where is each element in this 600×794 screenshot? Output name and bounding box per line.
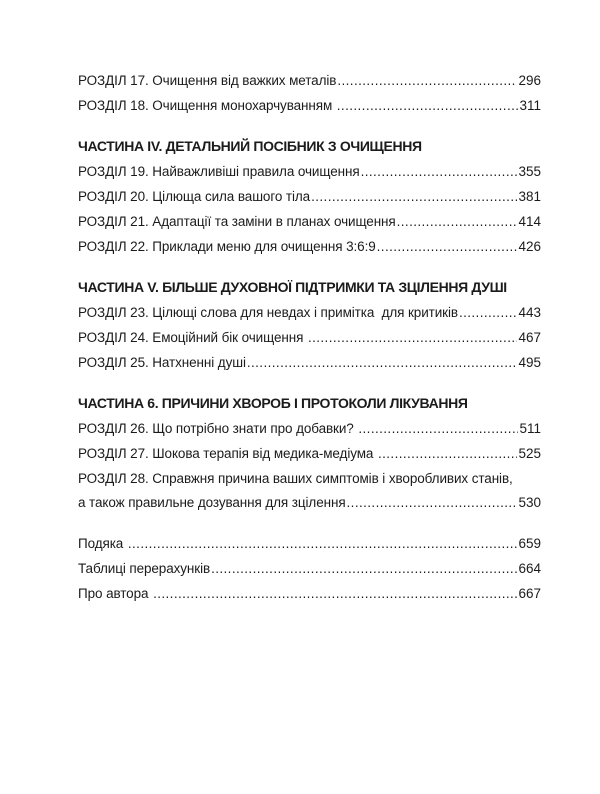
toc-entry-page-number: 667 (518, 586, 541, 601)
toc-entry-page-number: 664 (518, 561, 541, 576)
dot-leader (247, 350, 518, 375)
dot-leader (308, 325, 518, 350)
toc-entry-chapter-27 (78, 441, 541, 466)
toc-entry-chapter-28-line-1 (78, 466, 541, 491)
dot-leader (459, 300, 518, 325)
toc-group-chapters-17-18 (78, 68, 541, 118)
toc-entry-title: РОЗДІЛ 21. Адаптації та заміни в планах очищення (78, 214, 396, 229)
dot-leader (378, 441, 518, 466)
toc-entry-page-number: 525 (518, 446, 541, 461)
toc-entry-page-number: 311 (519, 98, 541, 113)
toc-entry-title: РОЗДІЛ 19. Найважливіші правила очищення (78, 164, 360, 179)
toc-entry-chapter-20 (78, 184, 541, 209)
toc-entry-page-number: 467 (518, 330, 541, 345)
dot-leader (337, 93, 519, 118)
toc-entry-chapter-22 (78, 234, 541, 259)
toc-entry-title: РОЗДІЛ 25. Натхненні душі (78, 355, 246, 370)
dot-leader (347, 491, 518, 515)
toc-entry-chapter-19 (78, 159, 541, 184)
toc-entry-title: РОЗДІЛ 17. Очищення від важких металів (78, 73, 337, 88)
toc-entry-title: Подяка (78, 536, 127, 551)
toc-group-back-matter (78, 531, 541, 606)
toc-entry-title: РОЗДІЛ 27. Шокова терапія від медика-медіума (78, 446, 377, 461)
toc-entry-chapter-21 (78, 209, 541, 234)
toc-entry-title: РОЗДІЛ 18. Очищення монохарчуванням (78, 98, 336, 113)
toc-entry-conversion-tables (78, 556, 541, 581)
toc-entry-page-number: 381 (518, 189, 541, 204)
toc-entry-title: РОЗДІЛ 28. Справжня причина ваших симптомів і хворобливих станів, (78, 471, 513, 486)
toc-group-part-6 (78, 391, 541, 515)
toc-entry-chapter-24 (78, 325, 541, 350)
toc-entry-title: РОЗДІЛ 20. Цілюща сила вашого тіла (78, 189, 311, 204)
toc-entry-page-number: 659 (518, 536, 541, 551)
toc-group-part-5 (78, 275, 541, 375)
dot-leader (361, 159, 518, 184)
section-heading-part-6: ЧАСТИНА 6. ПРИЧИНИ ХВОРОБ І ПРОТОКОЛИ ЛІКУВАННЯ (78, 395, 468, 411)
toc-entry-title: РОЗДІЛ 23. Цілющі слова для невдах і примітка для критиків (78, 305, 458, 320)
toc-entry-title: РОЗДІЛ 22. Приклади меню для очищення 3:6:9 (78, 239, 376, 254)
toc-entry-chapter-28-line-2 (78, 491, 541, 515)
toc-entry-page-number: 511 (519, 421, 541, 436)
section-heading-part-5: ЧАСТИНА V. БІЛЬШЕ ДУХОВНОЇ ПІДТРИМКИ ТА ЗЦІЛЕННЯ ДУШІ (78, 279, 507, 295)
toc-entry-page-number: 443 (518, 305, 541, 320)
toc-entry-chapter-17 (78, 68, 541, 93)
toc-entry-title: РОЗДІЛ 24. Емоційний бік очищення (78, 330, 307, 345)
toc-entry-page-number: 495 (518, 355, 541, 370)
toc-entry-page-number: 296 (518, 73, 541, 88)
dot-leader (377, 234, 518, 259)
toc-entry-acknowledgements (78, 531, 541, 556)
toc-group-part-4 (78, 134, 541, 259)
toc-entry-page-number: 530 (518, 495, 541, 510)
dot-leader (337, 68, 517, 93)
toc-entry-title: Таблиці перерахунків (78, 561, 211, 576)
toc-entry-page-number: 426 (518, 239, 541, 254)
toc-entry-title: РОЗДІЛ 26. Що потрібно знати про добавки? (78, 421, 358, 436)
toc-entry-page-number: 355 (518, 164, 541, 179)
toc-entry-chapter-25 (78, 350, 541, 375)
dot-leader (397, 209, 518, 234)
dot-leader (358, 416, 518, 441)
toc-entry-page-number: 414 (518, 214, 541, 229)
dot-leader (211, 556, 517, 581)
section-heading-part-4: ЧАСТИНА IV. ДЕТАЛЬНИЙ ПОСІБНИК З ОЧИЩЕННЯ (78, 138, 422, 154)
dot-leader (153, 581, 517, 606)
toc-entry-title-continuation: а також правильне дозування для зцілення (78, 495, 346, 510)
toc-entry-title: Про автора (78, 586, 153, 601)
toc-entry-about-author (78, 581, 541, 606)
toc-entry-chapter-18 (78, 93, 541, 118)
dot-leader (311, 184, 517, 209)
dot-leader (128, 531, 518, 556)
toc-entry-chapter-26 (78, 416, 541, 441)
toc-entry-chapter-23 (78, 300, 541, 325)
toc-page (78, 68, 541, 606)
